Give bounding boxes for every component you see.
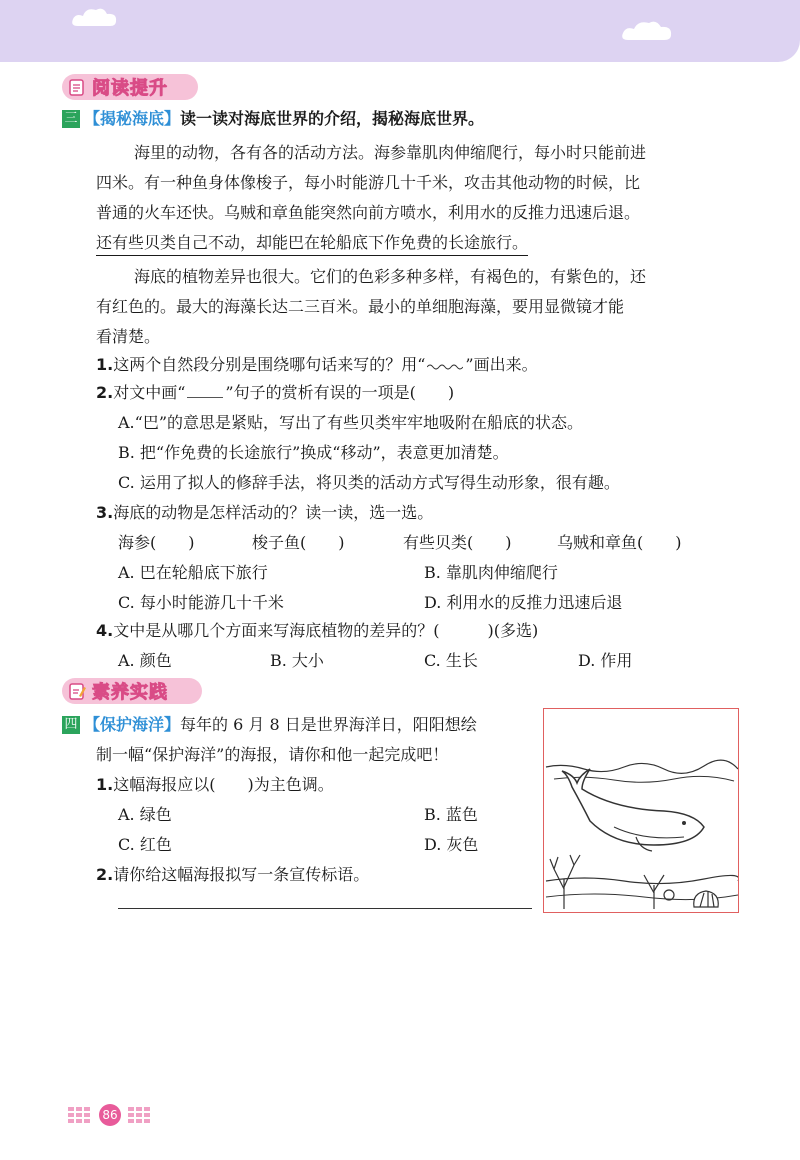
question-text: 这两个自然段分别是围绕哪句话来写的？用“	[113, 355, 426, 374]
option: C. 运用了拟人的修辞手法，将贝类的活动方式写得生动形象，很有趣。	[118, 473, 620, 492]
header-band	[0, 0, 800, 62]
question-text: 对文中画“	[113, 383, 186, 402]
option: A. 巴在轮船底下旅行	[118, 563, 268, 582]
option: B. 把“作免费的长途旅行”换成“移动”，表意更加清楚。	[118, 443, 509, 462]
section-reading-tag	[62, 74, 198, 100]
animal-item: 有些贝类( )	[403, 533, 512, 552]
passage-line: 海底的植物差异也很大。它们的色彩多种多样，有褐色的，有紫色的，还	[134, 267, 647, 286]
question-number: 1.	[96, 775, 114, 794]
question-intro: 每年的 6 月 8 日是世界海洋日，阳阳想绘	[180, 715, 477, 734]
page-number: 86	[99, 1104, 121, 1126]
question-1	[96, 352, 538, 375]
option: C. 生长	[424, 651, 478, 670]
animal-item: 梭子鱼( )	[252, 533, 345, 552]
question-number: 3.	[96, 503, 114, 522]
passage-line: 有红色的。最大的海藻长达二三百米。最小的单细胞海藻，要用显微镜才能	[96, 297, 625, 316]
question-intro-cont: 制一幅“保护海洋”的海报，请你和他一起完成吧！	[96, 745, 449, 764]
question-text: ”画出来。	[465, 355, 538, 374]
question-text: ”句子的赏析有误的一项是( )	[225, 383, 455, 402]
option: B. 大小	[270, 651, 324, 670]
coral-icon	[550, 855, 674, 909]
animal-item: 海参( )	[118, 533, 195, 552]
question-number: 2.	[96, 865, 114, 884]
wavy-line-icon	[427, 361, 463, 371]
whale-illustration	[544, 709, 738, 911]
passage-line: 普通的火车还快。乌贼和章鱼能突然向前方喷水，利用水的反推力迅速后退。	[96, 203, 641, 222]
option: B. 靠肌肉伸缩爬行	[424, 563, 558, 582]
question-instruction: 读一读对海底世界的介绍，揭秘海底世界。	[180, 109, 485, 128]
blank-line	[187, 386, 223, 398]
question-number: 1.	[96, 355, 114, 374]
passage-line: 四米。有一种鱼身体像梭子，每小时能游几十千米，攻击其他动物的时候，比	[96, 173, 641, 192]
poster-question-1	[96, 772, 334, 795]
option: B. 蓝色	[424, 805, 478, 824]
cloud-icon	[70, 6, 120, 28]
question-4	[96, 618, 538, 641]
shell-icon	[694, 891, 719, 907]
answer-line[interactable]	[118, 908, 532, 909]
question-text: 请你给这幅海报拟写一条宣传标语。	[113, 865, 370, 884]
question-tag: 【揭秘海底】	[84, 109, 181, 128]
question-header	[62, 106, 484, 129]
section-title: 阅读提升	[92, 78, 168, 99]
question-number: 2.	[96, 383, 114, 402]
option: A.“巴”的意思是紧贴，写出了有些贝类牢牢地吸附在船底的状态。	[118, 413, 584, 432]
question-tag: 【保护海洋】	[84, 715, 181, 734]
question-header	[62, 712, 477, 735]
passage-line: 海里的动物，各有各的活动方法。海参靠肌肉伸缩爬行，每小时只能前进	[134, 143, 647, 162]
question-text: 海底的动物是怎样活动的？读一读，选一选。	[113, 503, 434, 522]
option: D. 利用水的反推力迅速后退	[424, 593, 623, 612]
option: A. 绿色	[118, 805, 172, 824]
animal-item: 乌贼和章鱼( )	[557, 533, 682, 552]
page-number-badge	[66, 1101, 152, 1129]
question-number: 三	[62, 110, 80, 128]
passage-line: 看清楚。	[96, 327, 161, 346]
question-text: 文中是从哪几个方面来写海底植物的差异的？( )(多选)	[113, 621, 539, 640]
option: C. 红色	[118, 835, 172, 854]
book-icon	[66, 76, 88, 98]
question-3	[96, 500, 433, 523]
cloud-icon	[620, 18, 676, 42]
question-2	[96, 380, 454, 403]
option: D. 灰色	[424, 835, 479, 854]
section-practice-tag	[62, 678, 202, 704]
question-number: 4.	[96, 621, 114, 640]
notepad-icon	[66, 680, 88, 702]
option: C. 每小时能游几十千米	[118, 593, 284, 612]
poster-frame	[543, 708, 739, 913]
option: A. 颜色	[118, 651, 172, 670]
poster-question-2	[96, 862, 369, 885]
passage-line-underlined: 还有些贝类自己不动，却能巴在轮船底下作免费的长途旅行。	[96, 230, 528, 256]
question-number: 四	[62, 716, 80, 734]
question-text: 这幅海报应以( )为主色调。	[113, 775, 334, 794]
section-title: 素养实践	[92, 682, 168, 703]
option: D. 作用	[578, 651, 633, 670]
